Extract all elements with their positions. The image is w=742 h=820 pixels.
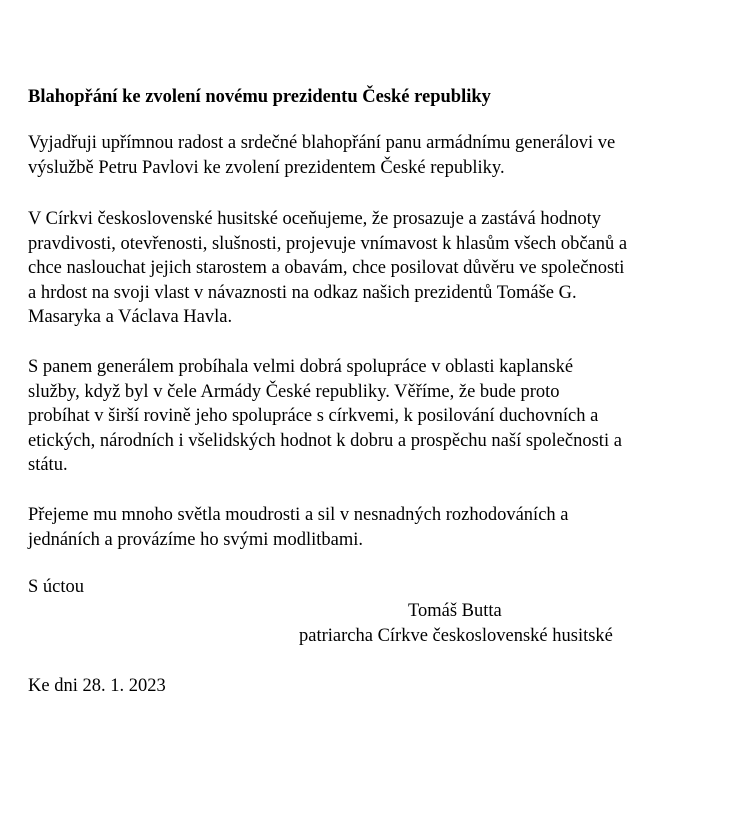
paragraph-line: chce naslouchat jejich starostem a obavám, chce posilovat důvěru ve společnosti xyxy=(28,258,625,278)
paragraph-line: V Církvi československé husitské oceňujeme, že prosazuje a zastává hodnoty xyxy=(28,209,601,229)
paragraph-line: státu. xyxy=(28,455,68,475)
signature-name: Tomáš Butta xyxy=(408,601,502,621)
paragraph-line: služby, když byl v čele Armády České republiky. Věříme, že bude proto xyxy=(28,381,560,402)
paragraph-cooperation xyxy=(28,355,728,478)
paragraph-line: Masaryka a Václava Havla. xyxy=(28,307,233,327)
paragraph-line: Přejeme mu mnoho světla moudrosti a sil v nesnadných rozhodováních a xyxy=(28,505,569,525)
paragraph-line: Vyjadřuji upřímnou radost a srdečné blahopřání panu armádnímu generálovi ve xyxy=(28,133,616,153)
letter-date: Ke dni 28. 1. 2023 xyxy=(28,676,166,696)
paragraph-line: S panem generálem probíhala velmi dobrá spolupráce v oblasti kaplanské xyxy=(28,357,574,377)
paragraph-line: pravdivosti, otevřenosti, slušnosti, projevuje vnímavost k hlasům všech občanů a xyxy=(28,233,628,254)
paragraph-line: výslužbě Petru Pavlovi ke zvolení prezidentem České republiky. xyxy=(28,157,505,178)
paragraph-line: a hrdost na svoji vlast v návaznosti na odkaz našich prezidentů Tomáše G. xyxy=(28,282,577,303)
paragraph-congratulation xyxy=(28,131,728,180)
paragraph-line: etických, národních i všelidských hodnot k dobru a prospěchu naší společnosti a xyxy=(28,430,622,451)
signature-role: patriarcha Církve československé husitské xyxy=(299,626,613,646)
paragraph-values xyxy=(28,207,728,330)
letter-title: Blahopřání ke zvolení novému prezidentu České republiky xyxy=(28,87,491,107)
closing-greeting: S úctou xyxy=(28,577,85,597)
paragraph-line: jednáních a provázíme ho svými modlitbami. xyxy=(28,529,363,550)
paragraph-wishes xyxy=(28,503,728,552)
paragraph-line: probíhat v širší rovině jeho spolupráce s církvemi, k posilování duchovních a xyxy=(28,406,599,426)
